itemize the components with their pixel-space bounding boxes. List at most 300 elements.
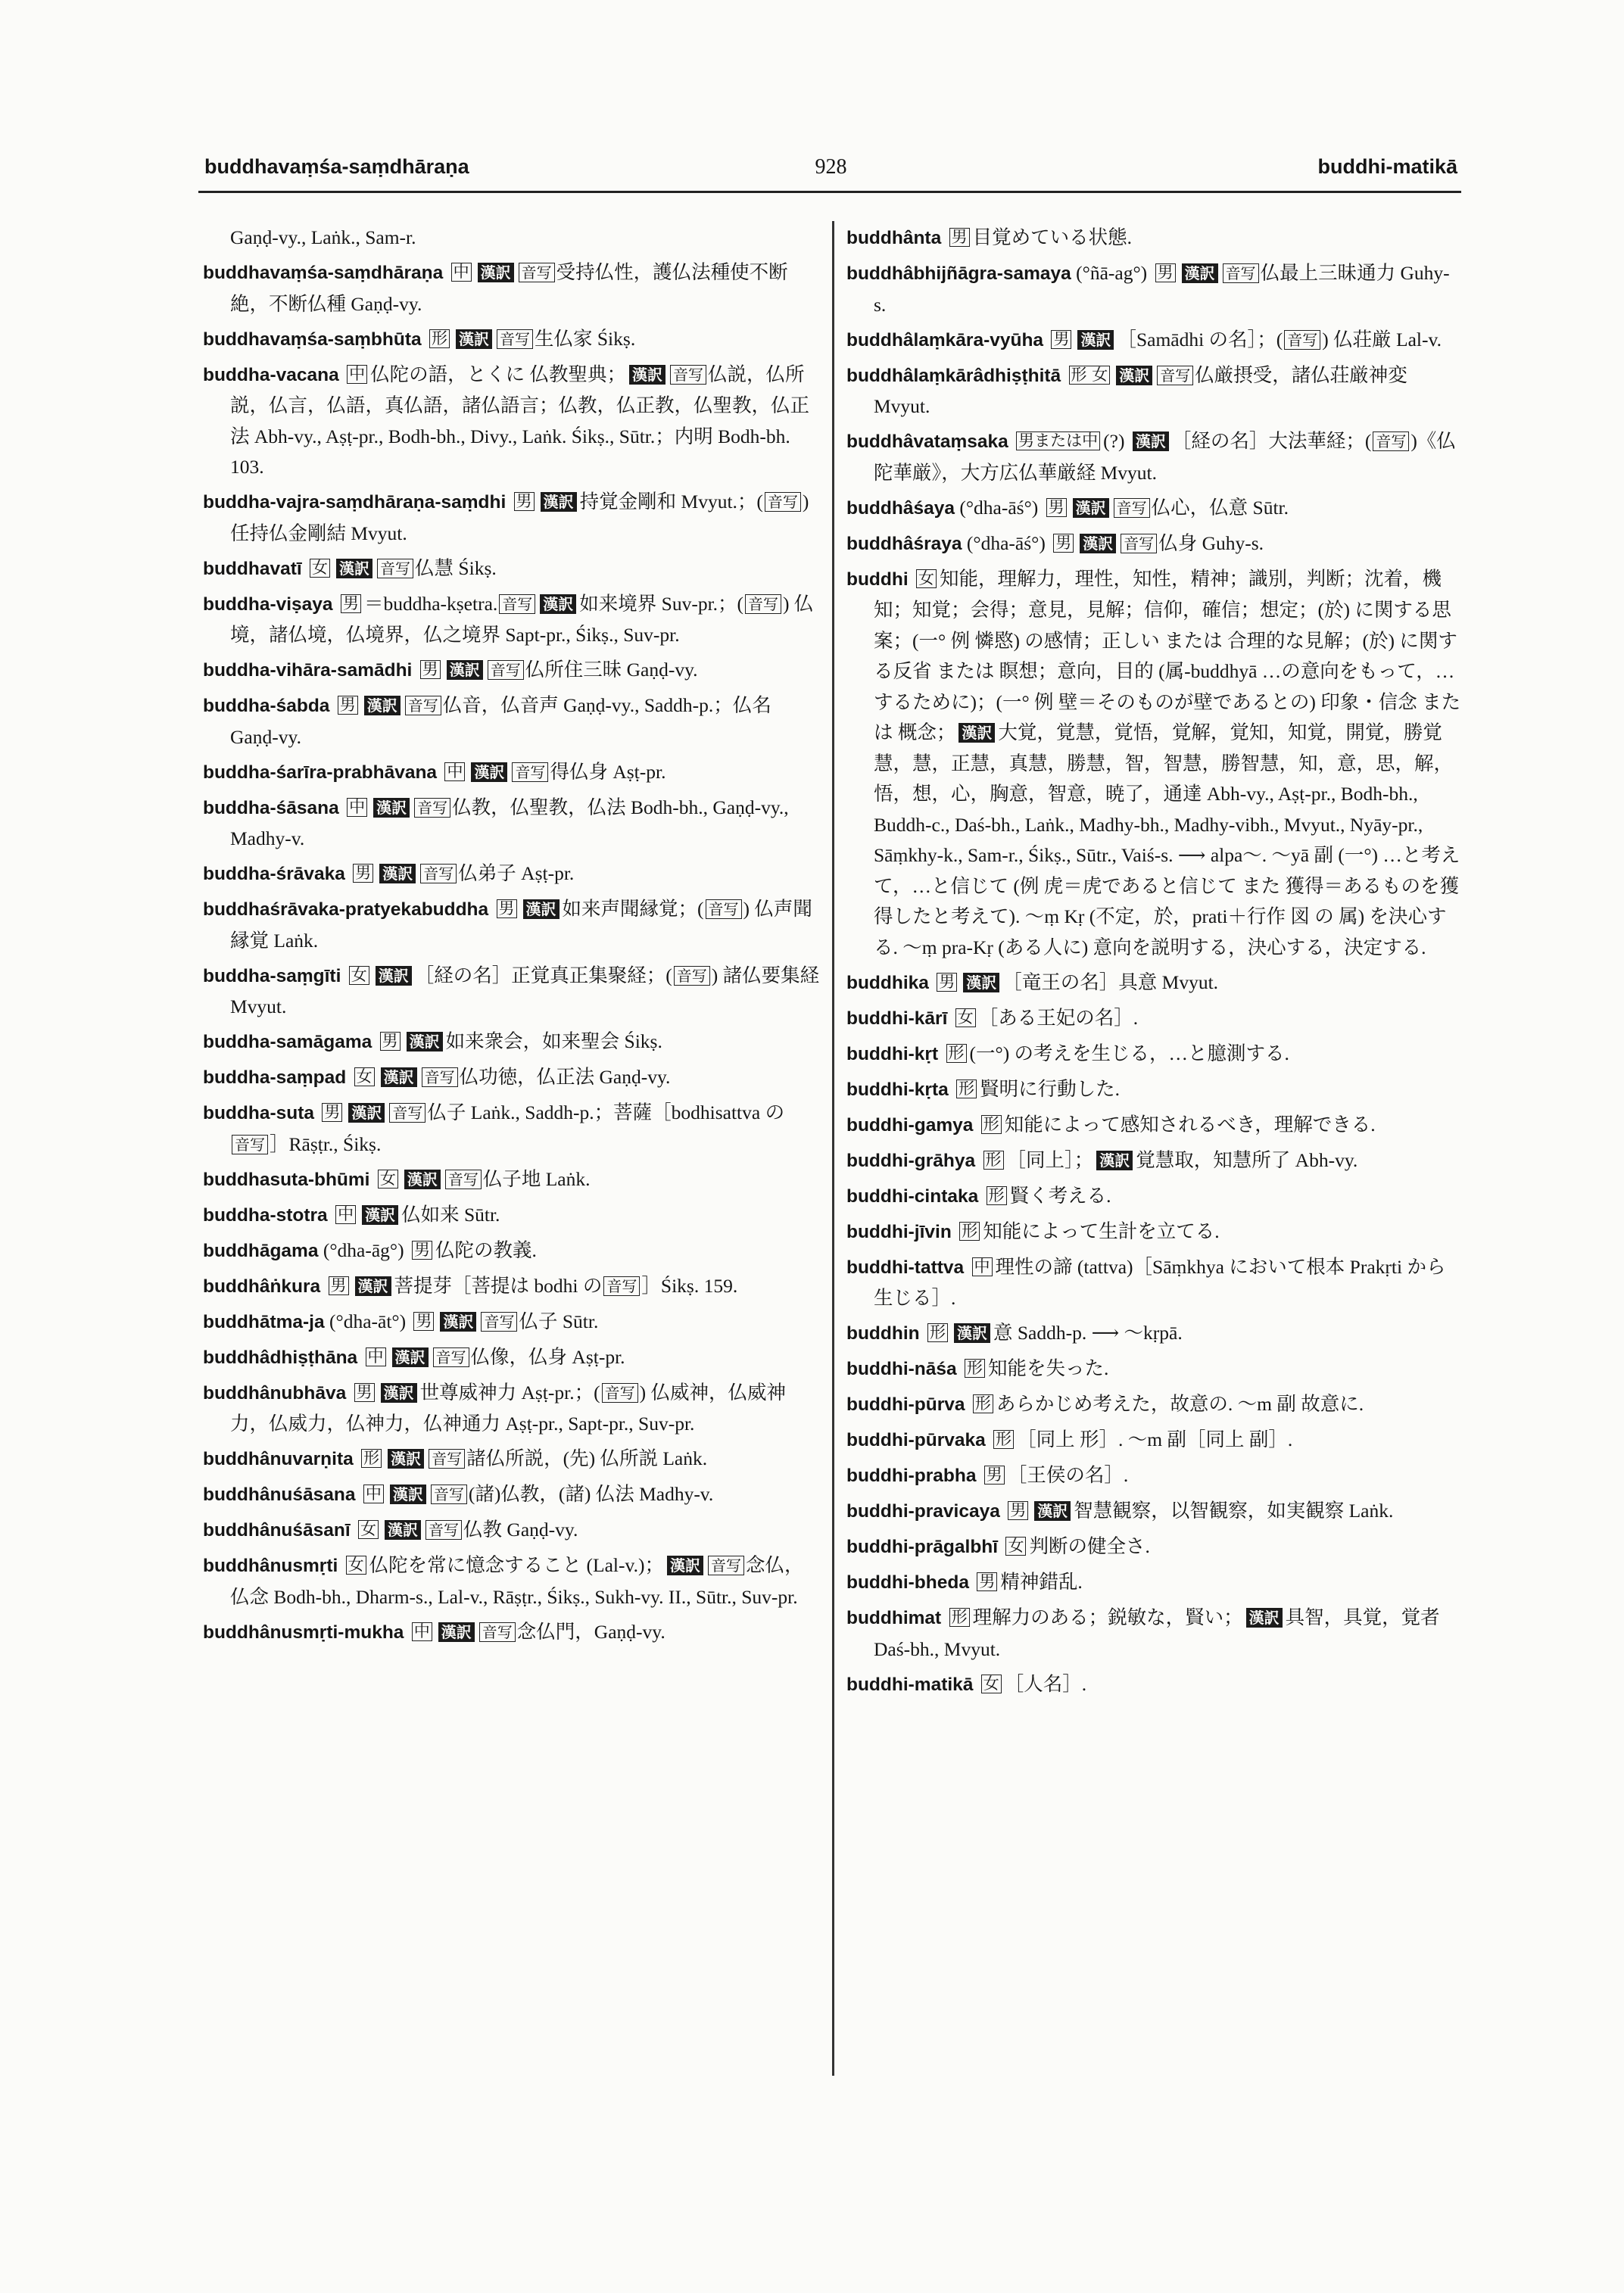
headword: buddhāgama [203, 1240, 319, 1261]
headword: buddhâṅkura [203, 1276, 321, 1297]
headword: buddhi-cintaka [846, 1185, 979, 1207]
definition-text: 世尊威神力 Aṣṭ-pr.；( [419, 1381, 600, 1404]
definition-text: 仏身 Guhy-s. [1158, 531, 1264, 554]
kanyaku-label: 漢訳 [1077, 330, 1114, 350]
headword: buddhi [846, 569, 909, 590]
definition-text: 仏陀の語，とくに 仏教聖典； [370, 363, 626, 385]
dictionary-entry [846, 360, 1461, 422]
definition-text: あらかじめ考えた，故意の. ～m 副 故意に. [996, 1393, 1364, 1415]
headword: buddha-suta [203, 1103, 314, 1123]
kanyaku-label: 漢訳 [523, 899, 560, 919]
onsha-label: 音写 [765, 492, 801, 512]
definition-text: ［竜王の名］具意 Mvyut. [1002, 970, 1219, 993]
dictionary-entry [203, 894, 822, 956]
kanyaku-label: 漢訳 [447, 660, 483, 680]
definition-text: ) 仏威神，仏威神力，仏威力，仏神力，仏神通力 Aṣṭ-pr., Sapt-pr., Suv-pr. [230, 1381, 786, 1435]
onsha-label: 音写 [706, 899, 742, 919]
onsha-label: 音写 [232, 1135, 268, 1154]
column-divider [832, 221, 834, 2076]
onsha-label: 音写 [389, 1103, 425, 1123]
headword: buddhânuśāsanī [203, 1520, 351, 1541]
dictionary-entry [203, 1098, 822, 1160]
definition-text: (一°) の考えを生じる，…と臆測する. [969, 1042, 1289, 1064]
headword: buddha-saṃgīti [203, 965, 341, 986]
headword: buddhâvataṃsaka [846, 431, 1008, 452]
headword: buddhâśraya [846, 533, 962, 554]
definition-text: 如来声聞縁覚；( [562, 898, 704, 920]
dictionary-entry [203, 553, 822, 585]
grammar-marker: 中 [972, 1257, 993, 1276]
grammar-marker: 形 [361, 1449, 382, 1468]
dictionary-entry [846, 325, 1461, 357]
definition-text: 意 Saddh-p. ⟶ ～kṛpā. [993, 1322, 1183, 1344]
kanyaku-label: 漢訳 [392, 1347, 429, 1367]
pronunciation-note: (°dha-āś°) [966, 531, 1046, 554]
grammar-marker: 中 [347, 365, 367, 384]
definition-text: 仏陀の教義. [435, 1238, 537, 1261]
headword: buddhâbhijñāgra-samaya [846, 263, 1071, 284]
headword: buddhimat [846, 1608, 942, 1628]
headword: buddhi-tattva [846, 1257, 965, 1278]
kanyaku-label: 漢訳 [336, 559, 372, 578]
definition-text: 覚慧取，知慧所了 Abh-vy. [1136, 1148, 1358, 1171]
definition-text: ［ある王妃の名］. [978, 1006, 1139, 1029]
onsha-label: 音写 [445, 1170, 482, 1189]
headword: buddhâlaṃkārâdhiṣṭhitā [846, 365, 1061, 386]
definition-text: ) 仏荘厳 Lal-v. [1322, 328, 1442, 350]
onsha-label: 音写 [1114, 498, 1150, 518]
definition-text: 知能，理解力，理性，知性，精神；識別，判断；沈着，機知；知覚；会得；意見，見解；信仰，確信；想定；(於) に関する思案；(一° 例 憐愍) の感情；正しい または 合理的な見解；(於) に関する反省 または 瞑想；意向，目的 (属-buddhyā …の意向をもって，…するために)；(一° 例 壁＝そのものが壁であるとの) 印象・信念 または 概念； [874, 567, 1461, 743]
grammar-marker: 男 [1051, 330, 1071, 349]
kanyaku-label: 漢訳 [471, 762, 507, 782]
right-column [846, 223, 1461, 1705]
headword: buddha-vihāra-samādhi [203, 660, 413, 681]
dictionary-entry [203, 1515, 822, 1547]
onsha-label: 音写 [405, 696, 441, 715]
onsha-label: 音写 [1223, 263, 1259, 283]
kanyaku-label: 漢訳 [440, 1312, 476, 1332]
grammar-marker: 中 [363, 1485, 384, 1503]
dictionary-entry [203, 1378, 822, 1440]
headword: buddhâlaṃkāra-vyūha [846, 329, 1044, 350]
definition-text: 仏弟子 Aṣṭ-pr. [458, 862, 575, 884]
dictionary-entry [203, 1027, 822, 1058]
grammar-marker: 男 [412, 1241, 432, 1260]
grammar-marker: 中 [444, 762, 465, 781]
definition-text: 理解力のある；鋭敏な，賢い； [972, 1606, 1243, 1628]
grammar-marker: 男 [354, 1383, 375, 1402]
grammar-marker: 男 [497, 899, 517, 918]
headword: buddhânusmṛti-mukha [203, 1622, 404, 1643]
dictionary-entry [846, 1567, 1461, 1599]
headword: buddhânuśāsana [203, 1485, 356, 1505]
dictionary-entry [846, 1074, 1461, 1106]
grammar-marker: 男 [1155, 263, 1176, 282]
dictionary-entry [846, 223, 1461, 254]
definition-text: 仏所住三昧 Gaṇḍ-vy. [525, 659, 698, 681]
definition-text: 精神錯乱. [1000, 1571, 1083, 1593]
dictionary-entry [846, 1669, 1461, 1701]
dictionary-entry [846, 1217, 1461, 1248]
kanyaku-label: 漢訳 [540, 594, 576, 614]
dictionary-entry [846, 1389, 1461, 1421]
headword: buddha-saṃpad [203, 1067, 347, 1088]
dictionary-entry [846, 1252, 1461, 1314]
definition-text: 念仏，仏念 Bodh-bh., Dharm-s., Lal-v., Rāṣṭr., Śikṣ., Sukh-vy. II., Sūtr., Suv-pr. [230, 1554, 804, 1608]
grammar-marker: 形 [965, 1359, 985, 1378]
headword: buddha-vajra-saṃdhāraṇa-saṃdhi [203, 492, 507, 512]
grammar-marker: 形 [987, 1186, 1007, 1205]
onsha-label: 音写 [602, 1383, 638, 1403]
kanyaku-label: 漢訳 [478, 263, 514, 282]
dictionary-entry [203, 1271, 822, 1303]
grammar-marker: 男 [949, 228, 970, 247]
definition-text: 生仏家 Śikṣ. [535, 327, 636, 350]
definition-text: 得仏身 Aṣṭ-pr. [550, 760, 666, 783]
grammar-marker: 男 [1046, 498, 1067, 517]
definition-text: 仏音，仏音声 Gaṇḍ-vy., Saddh-p.；仏名 Gaṇḍ-vy. [230, 694, 771, 748]
kanyaku-label: 漢訳 [1182, 263, 1218, 283]
definition-text: )《仏陀華厳》，大方広仏華厳経 Mvyut. [874, 430, 1456, 484]
onsha-label: 音写 [674, 966, 710, 986]
onsha-label: 音写 [670, 365, 706, 385]
grammar-marker: 女 [358, 1520, 379, 1539]
headword: buddha-viṣaya [203, 594, 333, 615]
headword: buddhi-pūrva [846, 1394, 965, 1415]
grammar-marker: 形 [946, 1044, 967, 1063]
headword: buddhânusmṛti [203, 1556, 338, 1576]
definition-text: 判断の健全さ. [1029, 1535, 1150, 1557]
onsha-label: 音写 [745, 594, 781, 614]
kanyaku-label: 漢訳 [667, 1556, 703, 1575]
headword: buddhi-bheda [846, 1572, 969, 1593]
definition-text: 菩提芽［菩提は bodhi の [394, 1274, 603, 1297]
headword: buddhātma-ja [203, 1311, 325, 1332]
definition-text: ［経の名］大法華経；( [1171, 430, 1372, 452]
headword: buddhi-kārī [846, 1008, 948, 1029]
definition-text: 知能によって感知されるべき，理解できる. [1004, 1113, 1376, 1136]
grammar-marker: 形 [959, 1222, 980, 1241]
entry-continuation: Gaṇḍ-vy., Laṅk., Sam-r. [230, 226, 416, 248]
dictionary-entry [203, 757, 822, 789]
dictionary-entry [203, 1062, 822, 1094]
grammar-marker: 形 女 [1069, 366, 1111, 385]
dictionary-entry [846, 1496, 1461, 1528]
headword: buddha-śabda [203, 696, 330, 716]
kanyaku-label: 漢訳 [407, 1032, 443, 1051]
kanyaku-label: 漢訳 [1246, 1608, 1283, 1628]
grammar-marker: 女 [349, 966, 369, 985]
kanyaku-label: 漢訳 [385, 1520, 421, 1540]
definition-text: 仏教 Gaṇḍ-vy. [463, 1519, 578, 1541]
kanyaku-label: 漢訳 [1034, 1501, 1071, 1521]
definition-text: 具智，具覚，覚者 Daś-bh., Mvyut. [874, 1606, 1440, 1660]
definition-text: 受持仏性，護仏法種使不断絶，不断仏種 Gaṇḍ-vy. [230, 261, 788, 315]
dictionary-entry [203, 324, 822, 356]
definition-text: ［経の名］正覚真正集聚経；( [414, 964, 672, 986]
headword: buddhi-pravicaya [846, 1501, 1000, 1522]
kanyaku-label: 漢訳 [629, 365, 665, 385]
headword: buddhâśaya [846, 497, 955, 519]
grammar-marker: 女 [378, 1170, 398, 1189]
dictionary-entry [203, 1444, 822, 1475]
pronunciation-note: (°dha-āg°) [323, 1238, 404, 1261]
onsha-label: 音写 [499, 594, 535, 614]
headword: buddhi-kṛt [846, 1043, 939, 1064]
kanyaku-label: 漢訳 [348, 1103, 385, 1123]
dictionary-entry [203, 655, 822, 687]
headword: buddhavaṃśa-saṃdhāraṇa [203, 263, 444, 283]
definition-text: ］Śikṣ. 159. [641, 1274, 738, 1297]
grammar-marker: 男 [322, 1103, 342, 1122]
kanyaku-label: 漢訳 [1133, 431, 1169, 451]
headword: buddhi-nāśa [846, 1359, 957, 1379]
dictionary-entry [203, 1617, 822, 1649]
dictionary-entry [203, 257, 822, 319]
definition-text: ) 諸仏要集経 Mvyut. [230, 964, 820, 1017]
onsha-label: 音写 [512, 762, 548, 782]
dictionary-entry [203, 1342, 822, 1374]
dictionary-entry [846, 564, 1461, 964]
kanyaku-label: 漢訳 [1116, 366, 1152, 385]
onsha-label: 音写 [479, 1622, 516, 1642]
headword: buddhi-grāhya [846, 1150, 976, 1171]
definition-text: ) 仏境，諸仏境，仏境界，仏之境界 Sapt-pr., Śikṣ., Suv-pr. [230, 592, 814, 646]
definition-text: 仏如来 Sūtr. [401, 1203, 500, 1226]
definition-text: 仏説，仏所説，仏言，仏語，真仏語，諸仏語言；仏教，仏正教，仏聖教，仏正法 Abh-vy., Aṣṭ-pr., Bodh-bh., Divy., Laṅk. Śikṣ., Sūtr.；内明 Bodh-bh. 103. [230, 363, 810, 478]
onsha-label: 音写 [1121, 534, 1157, 553]
kanyaku-label: 漢訳 [355, 1276, 391, 1296]
headword: buddhin [846, 1323, 920, 1344]
onsha-label: 音写 [488, 660, 524, 680]
header-first-entry: buddhavaṃśa-saṃdhāraṇa [204, 155, 469, 178]
definition-text: 諸仏所説，(先) 仏所説 Laṅk. [466, 1447, 708, 1469]
page-header [204, 155, 1457, 188]
kanyaku-label: 漢訳 [379, 864, 416, 883]
grammar-marker: 男 [937, 973, 957, 992]
grammar-marker: 形 [429, 329, 450, 348]
dictionary-entry [846, 1603, 1461, 1665]
grammar-marker: 形 [983, 1151, 1004, 1170]
definition-text: 理性の諦 (tattva)［Sāṃkhya において根本 Prakṛti から生じる］. [874, 1255, 1446, 1309]
uncertain-mark: (?) [1103, 430, 1125, 452]
definition-text: 仏子 Sūtr. [519, 1310, 599, 1332]
onsha-label: 音写 [603, 1276, 640, 1296]
dictionary-entry [846, 1531, 1461, 1563]
headword: buddhavaṃśa-saṃbhūta [203, 329, 422, 350]
dictionary-entry [846, 1318, 1461, 1350]
pronunciation-note: (°dha-āt°) [329, 1310, 407, 1332]
dictionary-entry [846, 1460, 1461, 1492]
dictionary-entry [846, 1039, 1461, 1070]
left-column [203, 223, 822, 1653]
dictionary-entry [203, 589, 822, 651]
grammar-marker: 男 [514, 492, 535, 511]
headword: buddha-samāgama [203, 1032, 372, 1052]
grammar-marker: 形 [973, 1394, 993, 1413]
grammar-marker: 男 [329, 1276, 349, 1295]
dictionary-entry [203, 1479, 822, 1511]
definition-text: ) 仏声聞縁覚 Laṅk. [230, 898, 812, 952]
definition-text: 持覚金剛和 Mvyut.；( [579, 491, 763, 512]
grammar-marker: 男または中 [1016, 431, 1100, 450]
definition-text: 仏像，仏身 Aṣṭ-pr. [470, 1345, 625, 1368]
grammar-marker: 男 [341, 594, 361, 613]
grammar-marker: 中 [451, 263, 472, 282]
kanyaku-label: 漢訳 [1073, 498, 1109, 518]
definition-text: 仏陀を常に憶念すること (Lal-v.)； [369, 1554, 664, 1576]
grammar-marker: 男 [413, 1312, 434, 1331]
grammar-marker: 男 [1008, 1501, 1028, 1520]
grammar-marker: 男 [984, 1466, 1005, 1485]
definition-text: 如来衆会，如来聖会 Śikṣ. [445, 1030, 662, 1052]
definition-text: ［人名］. [1004, 1672, 1087, 1695]
kanyaku-label: 漢訳 [373, 798, 410, 818]
grammar-marker: 中 [335, 1205, 356, 1224]
dictionary-entry [203, 1164, 822, 1196]
page-number: 928 [815, 155, 847, 179]
dictionary-entry [846, 1181, 1461, 1213]
kanyaku-label: 漢訳 [954, 1323, 990, 1343]
grammar-marker: 女 [955, 1008, 976, 1027]
definition-text: 仏教，仏聖教，仏法 Bodh-bh., Gaṇḍ-vy., Madhy-v. [230, 796, 789, 849]
dictionary-entry [203, 360, 822, 483]
onsha-label: 音写 [519, 263, 555, 282]
kanyaku-label: 漢訳 [959, 723, 995, 743]
dictionary-entry [846, 258, 1461, 320]
kanyaku-label: 漢訳 [963, 973, 999, 992]
headword: buddhavatī [203, 558, 302, 579]
headword: buddhânta [846, 228, 942, 248]
dictionary-entry [846, 1425, 1461, 1456]
definition-text: (諸)仏教，(諸) 仏法 Madhy-v. [468, 1483, 714, 1505]
kanyaku-label: 漢訳 [1080, 534, 1116, 553]
grammar-marker: 男 [1053, 534, 1074, 553]
headword: buddha-vacana [203, 364, 339, 385]
kanyaku-label: 漢訳 [404, 1170, 441, 1189]
onsha-label: 音写 [414, 798, 450, 818]
definition-text: ＝buddha-kṣetra. [363, 592, 498, 615]
grammar-marker: 女 [346, 1556, 366, 1575]
dictionary-entry [203, 858, 822, 890]
grammar-marker: 女 [310, 559, 330, 578]
onsha-label: 音写 [708, 1556, 744, 1575]
definition-text: 智慧観察，以智観察，如実観察 Laṅk. [1074, 1500, 1394, 1522]
definition-text: 仏子 Laṅk., Saddh-p.；菩薩［bodhisattva の [427, 1101, 785, 1123]
headword: buddhika [846, 972, 929, 993]
onsha-label: 音写 [481, 1312, 517, 1332]
dictionary-entry [846, 528, 1461, 560]
grammar-marker: 女 [916, 569, 937, 588]
grammar-marker: 中 [347, 798, 367, 817]
onsha-label: 音写 [433, 1347, 469, 1367]
definition-text: 目覚めている状態. [972, 226, 1132, 248]
grammar-marker: 女 [354, 1067, 375, 1086]
kanyaku-label: 漢訳 [541, 492, 577, 512]
headword: buddhi-matikā [846, 1674, 974, 1695]
definition-text: 仏厳摂受，諸仏荘厳神変 Mvyut. [874, 363, 1407, 417]
dictionary-entry [203, 961, 822, 1023]
definition-text: 賢明に行動した. [980, 1077, 1121, 1100]
dictionary-entry [846, 493, 1461, 525]
onsha-label: 音写 [431, 1485, 467, 1504]
onsha-label: 音写 [429, 1449, 465, 1469]
dictionary-entry [203, 1550, 822, 1612]
grammar-marker: 男 [977, 1572, 997, 1591]
dictionary-entry [846, 1145, 1461, 1177]
dictionary-entry [846, 1003, 1461, 1035]
grammar-marker: 中 [412, 1622, 432, 1641]
headword: buddhânuvarṇita [203, 1449, 354, 1469]
dictionary-entry [846, 1110, 1461, 1142]
kanyaku-label: 漢訳 [456, 329, 492, 349]
headword: buddha-stotra [203, 1204, 328, 1226]
grammar-marker: 形 [927, 1323, 948, 1342]
kanyaku-label: 漢訳 [381, 1067, 417, 1087]
definition-text: ［王侯の名］. [1007, 1464, 1129, 1486]
onsha-label: 音写 [425, 1520, 462, 1540]
pronunciation-note: (°ñā-ag°) [1076, 262, 1148, 284]
headword: buddhi-jīvin [846, 1221, 952, 1242]
kanyaku-label: 漢訳 [388, 1449, 424, 1469]
headword: buddhi-gamya [846, 1114, 974, 1136]
dictionary-entry [203, 793, 822, 855]
definition-text: ［同上］； [1006, 1148, 1094, 1171]
dictionary-entry [203, 1200, 822, 1232]
onsha-label: 音写 [1157, 366, 1193, 385]
header-last-entry: buddhi-matikā [1317, 155, 1457, 178]
onsha-label: 音写 [377, 559, 413, 578]
grammar-marker: 女 [1005, 1537, 1026, 1556]
header-rule [198, 191, 1461, 193]
grammar-marker: 形 [981, 1115, 1002, 1134]
kanyaku-label: 漢訳 [364, 696, 401, 715]
definition-text: ［Samādhi の名］；( [1117, 328, 1283, 350]
headword: buddhasuta-bhūmi [203, 1169, 370, 1190]
headword: buddhi-prāgalbhī [846, 1537, 999, 1557]
onsha-label: 音写 [1284, 330, 1320, 350]
grammar-marker: 形 [949, 1608, 970, 1627]
grammar-marker: 男 [353, 864, 373, 883]
definition-text: 如来境界 Suv-pr.；( [579, 592, 744, 615]
grammar-marker: 形 [956, 1080, 977, 1098]
definition-text: 仏慧 Śikṣ. [415, 556, 497, 579]
definition-text: ］Rāṣṭr., Śikṣ. [270, 1132, 382, 1155]
kanyaku-label: 漢訳 [1096, 1151, 1133, 1170]
kanyaku-label: 漢訳 [390, 1485, 426, 1504]
kanyaku-label: 漢訳 [381, 1383, 417, 1403]
grammar-marker: 男 [380, 1032, 401, 1051]
grammar-marker: 女 [981, 1675, 1002, 1693]
dictionary-entry [203, 1235, 822, 1267]
grammar-marker: 男 [420, 660, 441, 679]
headword: buddha-śrāvaka [203, 864, 345, 884]
dictionary-entry [203, 487, 822, 549]
headword: buddhaśrāvaka-pratyekabuddha [203, 899, 489, 920]
dictionary-entry [846, 1354, 1461, 1385]
grammar-marker: 中 [366, 1347, 386, 1366]
onsha-label: 音写 [420, 864, 457, 883]
kanyaku-label: 漢訳 [362, 1205, 398, 1225]
definition-text: 知能を失った. [988, 1357, 1109, 1379]
onsha-label: 音写 [497, 329, 533, 349]
grammar-marker: 男 [338, 696, 358, 715]
definition-text: 仏功徳，仏正法 Gaṇḍ-vy. [459, 1066, 671, 1088]
headword: buddhi-pūrvaka [846, 1430, 986, 1450]
onsha-label: 音写 [422, 1067, 458, 1087]
headword: buddhâdhiṣṭhāna [203, 1347, 358, 1368]
headword: buddhi-kṛta [846, 1079, 949, 1100]
